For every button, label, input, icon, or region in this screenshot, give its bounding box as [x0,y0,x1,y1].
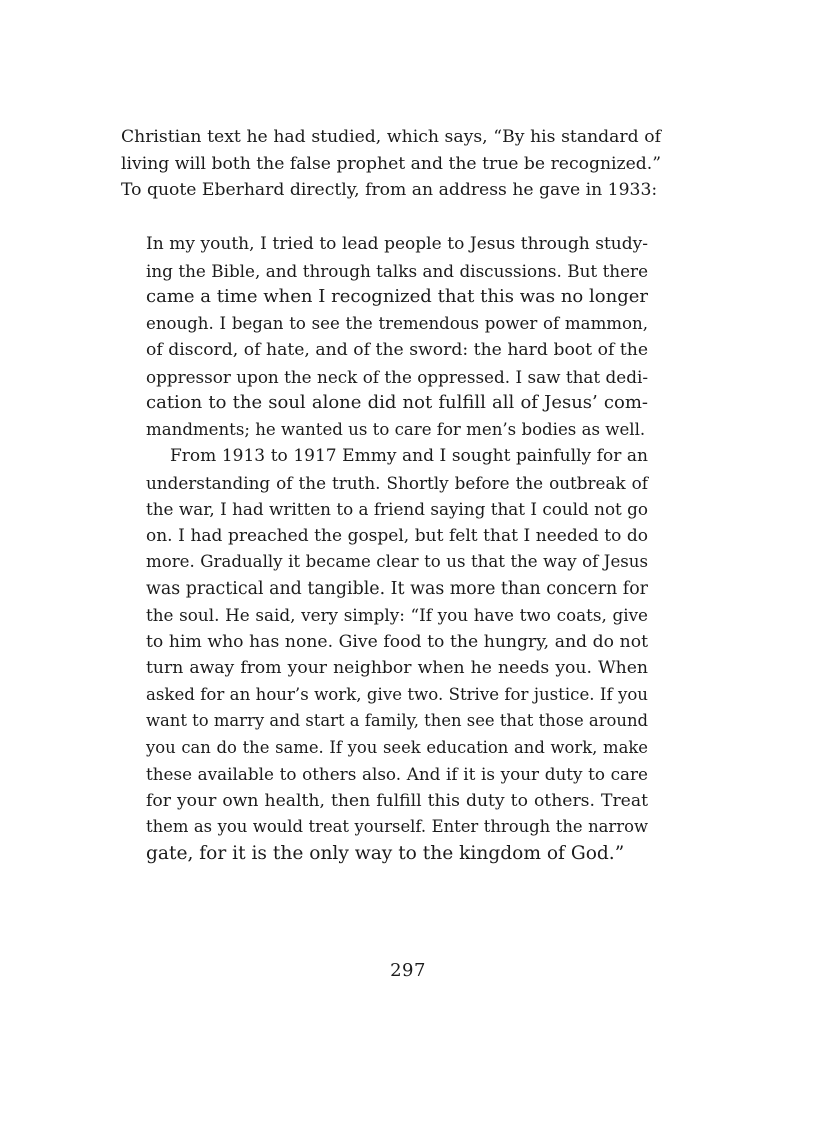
quote-line: In my youth, I tried to lead people to Jesus through study- [146,234,648,254]
block-quote [146,231,648,867]
quote-line: From 1913 to 1917 Emmy and I sought painfully for an [170,446,648,466]
quote-line: came a time when I recognized that this was no longer [146,286,648,307]
quote-line: you can do the same. If you seek education and work, make [146,737,648,757]
intro-paragraph [121,124,661,204]
quote-line: on. I had preached the gospel, but felt that I needed to do [146,525,648,546]
quote-line: mandments; he wanted us to care for men’s bodies as well. [146,419,646,439]
quote-line: oppressor upon the neck of the oppressed. I saw that dedi- [146,366,648,387]
quote-line: to him who has none. Give food to the hungry, and do not [146,631,648,652]
quote-line: them as you would treat yourself. Enter through the narrow [146,817,648,836]
quote-line: ing the Bible, and through talks and discussions. But there [146,260,648,281]
quote-line: for your own health, then fulfill this duty to others. Treat [146,790,648,811]
quote-line: gate, for it is the only way to the kingdom of God.” [146,842,625,864]
quote-line: asked for an hour’s work, give two. Strive for justice. If you [146,684,648,704]
page-number: 297 [390,960,426,981]
quote-line: of discord, of hate, and of the sword: the hard boot of the [146,340,648,360]
quote-paragraph-2 [146,443,648,867]
quote-line: enough. I began to see the tremendous power of mammon, [146,313,648,333]
intro-line: To quote Eberhard directly, from an address he gave in 1933: [121,180,658,200]
intro-line: Christian text he had studied, which says, “By his standard of [121,127,661,147]
quote-line: more. Gradually it became clear to us that the way of Jesus [146,552,648,571]
quote-line: these available to others also. And if it is your duty to care [146,764,648,784]
quote-line: turn away from your neighbor when he needs you. When [146,658,648,678]
quote-paragraph-1 [146,231,648,443]
quote-line: cation to the soul alone did not fulfill all of Jesus’ com- [146,392,648,413]
quote-line: understanding of the truth. Shortly before the outbreak of [146,472,648,493]
quote-line: was practical and tangible. It was more than concern for [146,578,648,599]
quote-line: want to marry and start a family, then see that those around [146,711,648,730]
intro-line: living will both the false prophet and the true be recognized.” [121,153,661,174]
quote-line: the war, I had written to a friend saying that I could not go [146,499,648,519]
quote-line: the soul. He said, very simply: “If you have two coats, give [146,605,648,625]
